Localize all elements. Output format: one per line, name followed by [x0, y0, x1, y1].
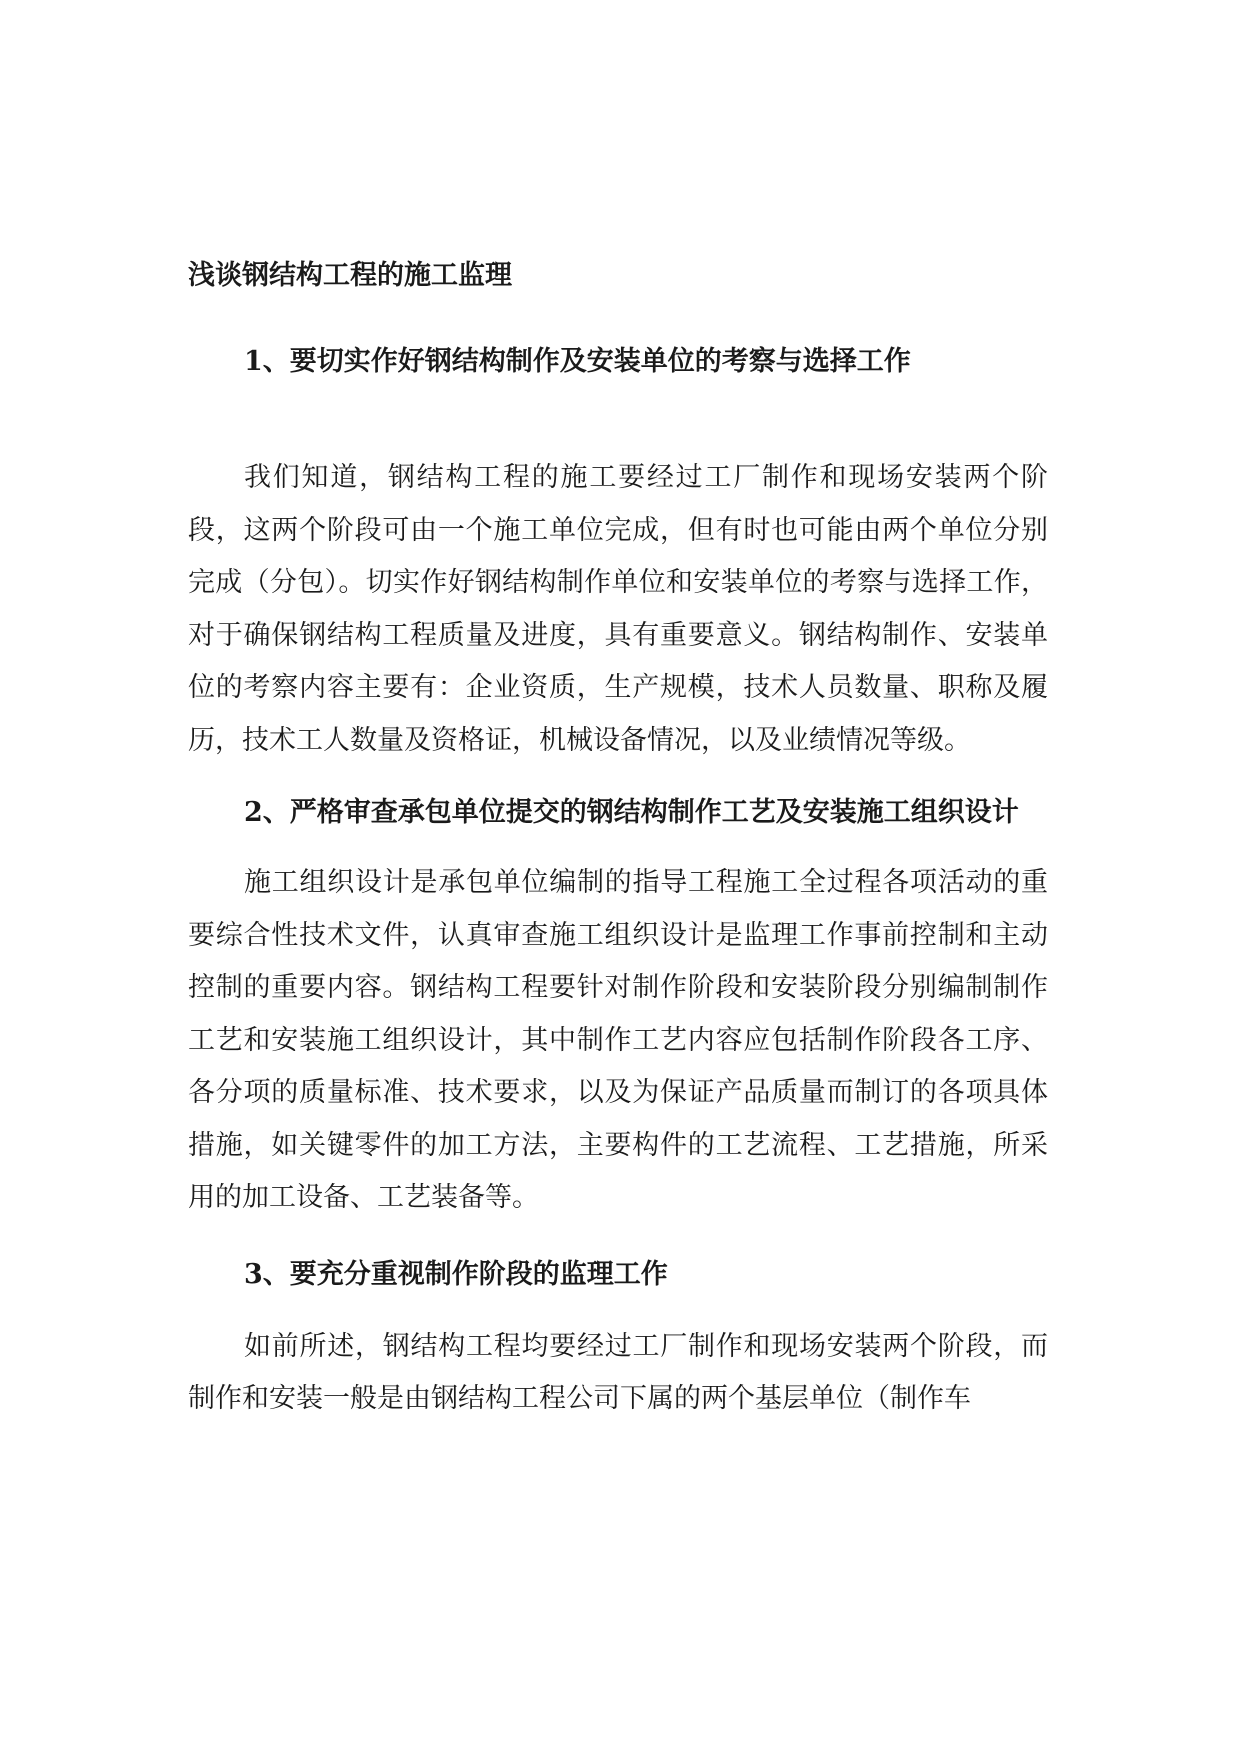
- section-heading-3: 3、要充分重视制作阶段的监理工作: [244, 1258, 668, 1290]
- section-paragraph-3: 如前所述，钢结构工程均要经过工厂制作和现场安装两个阶段，而制作和安装一般是由钢结构工程公司下属的两个基层单位（制作车: [188, 1330, 1048, 1414]
- section-heading-1: 1、要切实作好钢结构制作及安装单位的考察与选择工作: [244, 346, 911, 377]
- section-paragraph-2: 施工组织设计是承包单位编制的指导工程施工全过程各项活动的重要综合性技术文件，认真审查施工组织设计是监理工作事前控制和主动控制的重要内容。钢结构工程要针对制作阶段和安装阶段分别编制制作工艺和安装施工组织设计，其中制作工艺内容应包括制作阶段各工序、各分项的质量标准、技术要求，以及为保证产品质量而制订的各项具体措施，如关键零件的加工方法，主要构件的工艺流程、工艺措施，所采用的加工设备、工艺装备等。: [188, 867, 1048, 1213]
- document-body: [188, 256, 1048, 1426]
- section-heading-2: 2、严格审查承包单位提交的钢结构制作工艺及安装施工组织设计: [244, 797, 1019, 828]
- section-paragraph-1: 我们知道，钢结构工程的施工要经过工厂制作和现场安装两个阶段，这两个阶段可由一个施工单位完成，但有时也可能由两个单位分别完成（分包）。切实作好钢结构制作单位和安装单位的考察与选择工作，对于确保钢结构工程质量及进度，具有重要意义。钢结构制作、安装单位的考察内容主要有：企业资质，生产规模，技术人员数量、职称及履历，技术工人数量及资格证，机械设备情况，以及业绩情况等级。: [188, 462, 1048, 756]
- document-title: 浅谈钢结构工程的施工监理: [188, 260, 512, 291]
